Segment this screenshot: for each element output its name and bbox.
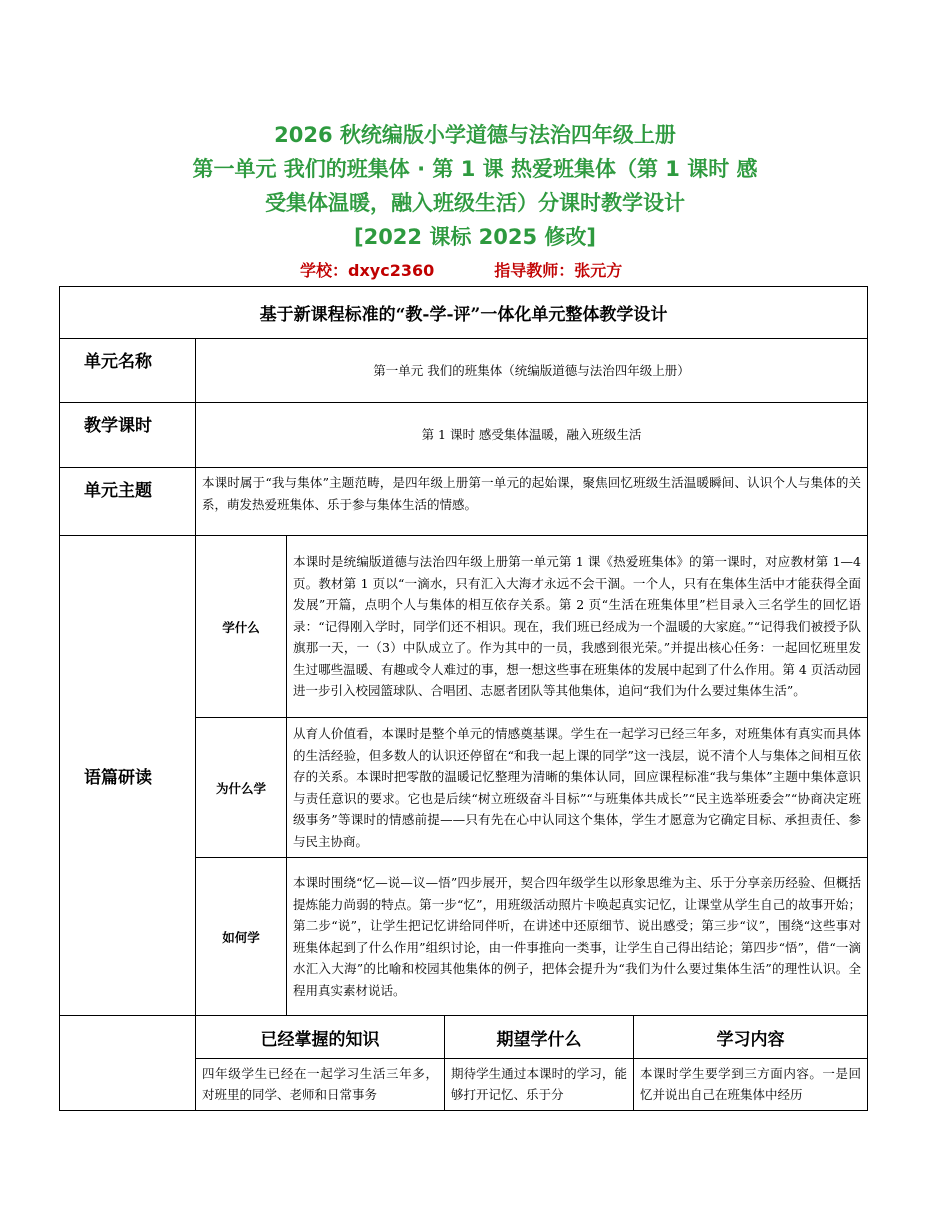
how-label: 如何学 xyxy=(196,858,287,1016)
content-value: 本课时学生要学到三方面内容。一是回忆并说出自己在班集体中经历 xyxy=(634,1059,868,1111)
doc-title-line-1: 2026 秋统编版小学道德与法治四年级上册 xyxy=(274,123,676,147)
blank-cell xyxy=(60,1016,196,1111)
why-label: 为什么学 xyxy=(196,718,287,858)
lesson-value: 第 1 课时 感受集体温暖，融入班级生活 xyxy=(196,403,868,468)
theme-label: 单元主题 xyxy=(60,468,196,536)
table-header: 基于新课程标准的“教-学-评”一体化单元整体教学设计 xyxy=(60,287,868,339)
how-value: 本课时围绕“忆—说—议—悟”四步展开，契合四年级学生以形象思维为主、乐于分享亲历经验、但概括提炼能力尚弱的特点。第一步“忆”，用班级活动照片卡唤起真实记忆，让课堂从学生自己的故事开始；第二步“说”，让学生把记忆讲给同伴听，在讲述中还原细节、说出感受；第三步“议”，围绕“这些事对班集体起到了什么作用”组织讨论，由一件事推向一类事，让学生自己得出结论；第四步“悟”，借“一滴水汇入大海”的比喻和校园其他集体的例子，把体会提升为“我们为什么要过集体生活”的理性认识。全程用真实素材说话。 xyxy=(287,858,868,1016)
expect-value: 期待学生通过本课时的学习，能够打开记忆、乐于分 xyxy=(445,1059,634,1111)
known-value: 四年级学生已经在一起学习生活三年多，对班里的同学、老师和日常事务 xyxy=(196,1059,445,1111)
school-info xyxy=(300,258,622,284)
reading-label: 语篇研读 xyxy=(60,536,196,1016)
theme-value: 本课时属于“我与集体”主题范畴，是四年级上册第一单元的起始课，聚焦回忆班级生活温暖瞬间、认识个人与集体的关系，萌发热爱班集体、乐于参与集体生活的情感。 xyxy=(196,468,868,536)
col-content-header: 学习内容 xyxy=(634,1016,868,1059)
unit-name-value: 第一单元 我们的班集体（统编版道德与法治四年级上册） xyxy=(196,339,868,403)
col-known-header: 已经掌握的知识 xyxy=(196,1016,445,1059)
what-value: 本课时是统编版道德与法治四年级上册第一单元第 1 课《热爱班集体》的第一课时，对应教材第 1—4 页。教材第 1 页以“一滴水，只有汇入大海才永远不会干涸。一个人，只有在集体生活中才能获得全面发展”开篇，点明个人与集体的相互依存关系。第 2 页“生活在班集体里”栏目录入三名学生的回忆语录：“记得刚入学时，同学们还不相识。现在，我们班已经成为一个温暖的大家庭。”“记得我们被授予队旗那一天，一（3）中队成立了。作为其中的一员，我感到很光荣。”并提出核心任务：一起回忆班里发生过哪些温暖、有趣或令人难过的事，想一想这些事在班集体的发展中起到了什么作用。第 4 页活动园进一步引入校园篮球队、合唱团、志愿者团队等其他集体，追问“我们为什么要过集体生活”。 xyxy=(287,536,868,718)
doc-title-line-3: 受集体温暖，融入班级生活）分课时教学设计 xyxy=(265,191,685,215)
why-value: 从育人价值看，本课时是整个单元的情感奠基课。学生在一起学习已经三年多，对班集体有真实而具体的生活经验，但多数人的认识还停留在“和我一起上课的同学”这一浅层，说不清个人与集体之间相互依存的关系。本课时把零散的温暖记忆整理为清晰的集体认同，回应课程标准“我与集体”主题中集体意识与责任意识的要求。它也是后续“树立班级奋斗目标”“与班集体共成长”“民主选举班委会”“协商决定班级事务”等课时的情感前提——只有先在心中认同这个集体，学生才愿意为它确定目标、承担责任、参与民主协商。 xyxy=(287,718,868,858)
lesson-label: 教学课时 xyxy=(60,403,196,468)
what-label: 学什么 xyxy=(196,536,287,718)
col-expect-header: 期望学什么 xyxy=(445,1016,634,1059)
doc-title-line-4: [2022 课标 2025 修改] xyxy=(353,225,597,249)
teacher-label: 指导教师：张元方 xyxy=(494,261,623,280)
unit-name-label: 单元名称 xyxy=(60,339,196,403)
school-label: 学校：dxyc2360 xyxy=(300,261,435,280)
doc-title-line-2: 第一单元 我们的班集体 · 第 1 课 热爱班集体（第 1 课时 感 xyxy=(192,157,758,181)
design-table xyxy=(59,286,868,1111)
